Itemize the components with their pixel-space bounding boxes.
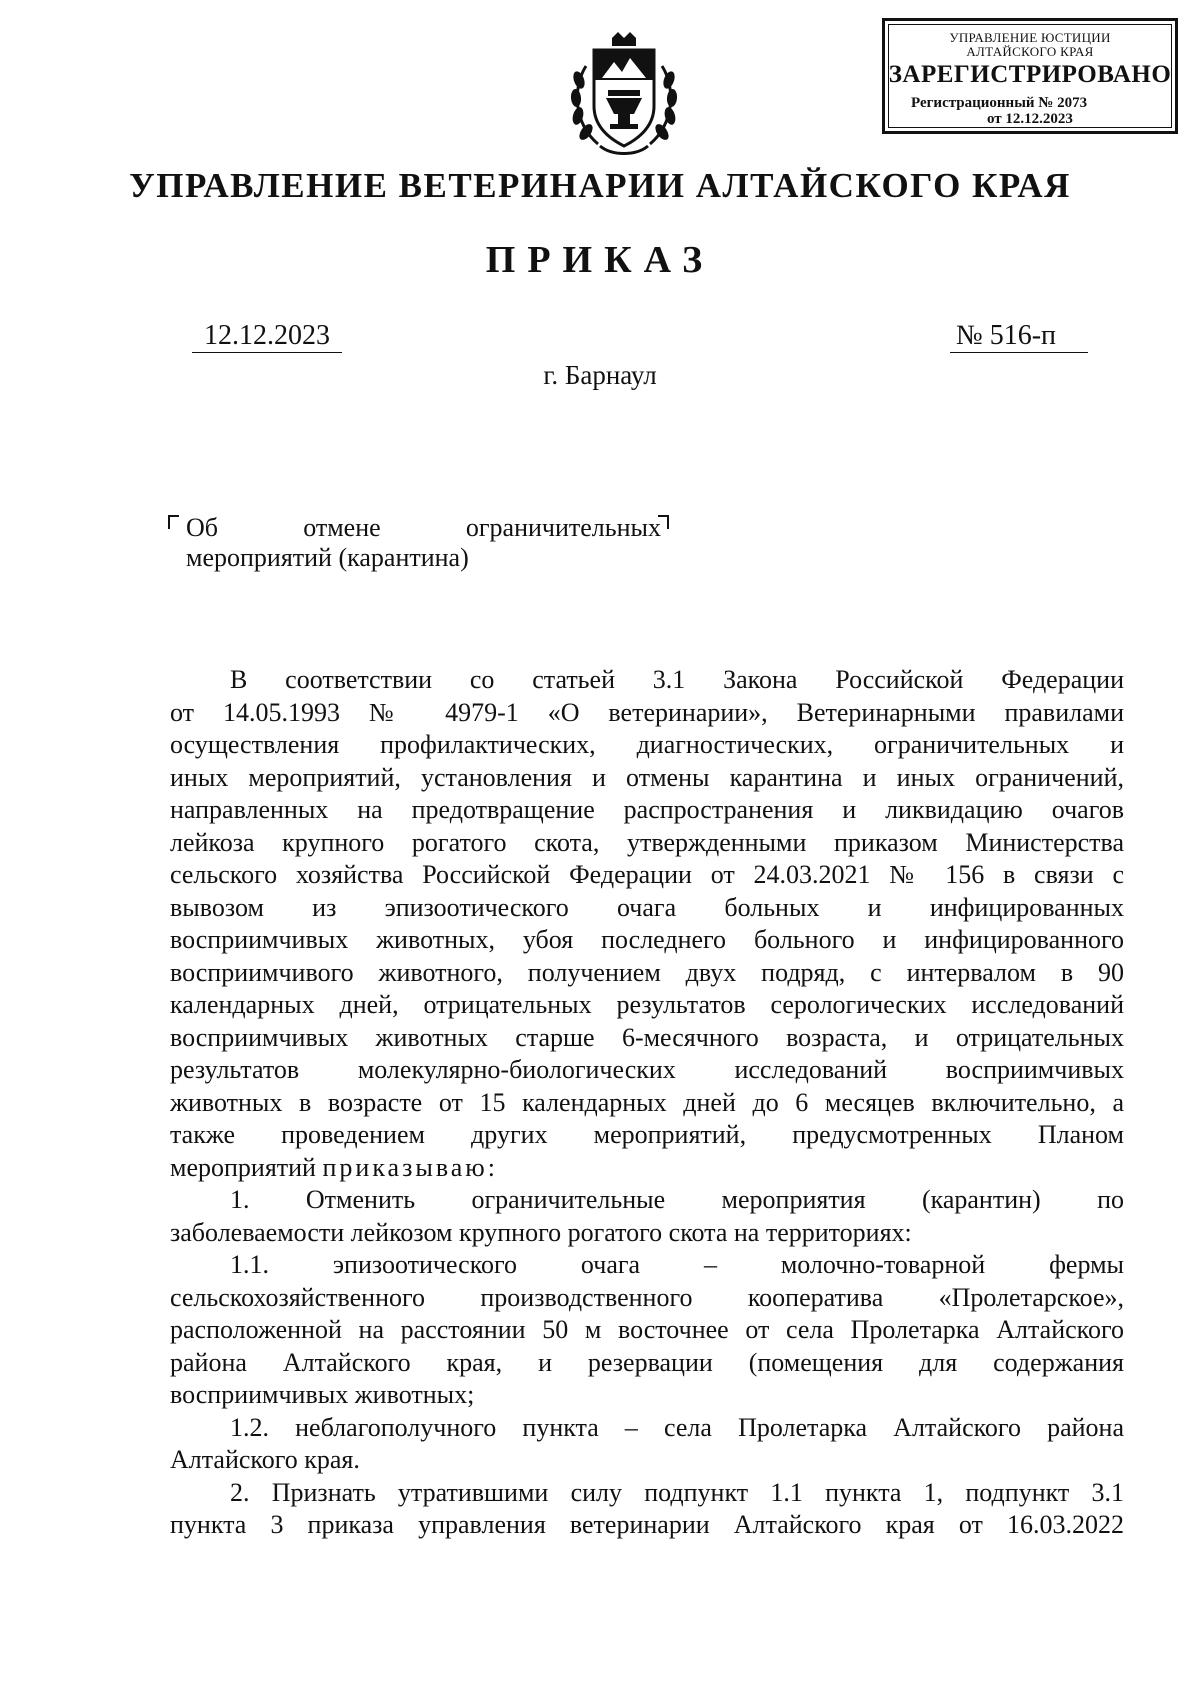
body-line [170,827,1124,860]
body-line [170,1119,1124,1152]
body-line-text: В соответствии со статьей 3.1 Закона Российской Федерации [230,665,1124,694]
body-line-text: восприимчивых животных старше 6-месячного возраста, и отрицательных [170,1022,1124,1052]
body-line-text: пункта 3 приказа управления ветеринарии Алтайского края от 16.03.2022 [170,1510,1124,1539]
document-subject [186,513,661,573]
body-line [170,1054,1124,1087]
body-line [170,1347,1124,1380]
body-line [170,762,1124,795]
document-date: 12.12.2023 [192,320,342,353]
body-line [170,697,1124,730]
body-line-text: также проведением других мероприятий, предусмотренных Планом [170,1120,1124,1149]
body-line [170,1184,1124,1217]
body-line [170,1217,1124,1250]
body-line-text: восприимчивых животных; [170,1380,475,1409]
body-line [170,1087,1124,1120]
body-line-text: восприимчивых животных, убоя последнего больного и инфицированного [170,925,1124,954]
body-line [170,1022,1124,1055]
subject-word: Об [186,513,219,542]
body-line [170,989,1124,1022]
stamp-organization-line1: УПРАВЛЕНИЕ ЮСТИЦИИ [949,30,1111,45]
body-line-text: осуществления профилактических, диагностических, ограничительных и [170,730,1124,759]
body-line-text: календарных дней, отрицательных результатов серологических исследований [170,990,1124,1019]
document-city: г. Барнаул [543,360,657,390]
body-line-text: иных мероприятий, установления и отмены карантина и иных ограничений, [170,762,1124,792]
body-line [170,892,1124,925]
body-line [170,924,1124,957]
body-line-spaced-text: приказываю: [322,1152,498,1182]
body-line [170,1249,1124,1282]
subject-word: отмене [303,513,381,542]
body-line [170,729,1124,762]
body-line-text: 1.1. эпизоотического очага – молочно-товарной фермы [230,1250,1124,1279]
body-line-text: направленных на предотвращение распространения и ликвидацию очагов [170,795,1124,824]
subject-bracket-left [168,515,179,529]
organization-title: УПРАВЛЕНИЕ ВЕТЕРИНАРИИ АЛТАЙСКОГО КРАЯ [129,166,1071,205]
body-line-text: 2. Признать утратившими силу подпункт 1.1 пункта 1, подпункт 3.1 [230,1477,1124,1507]
body-line-text: восприимчивого животного, получением двух подряд, с интервалом в 90 [170,957,1124,987]
body-line-text: от 14.05.1993 № 4979-1 «О ветеринарии», Ветеринарными правилами [170,697,1124,727]
body-line-text: результатов молекулярно-биологических исследований восприимчивых [170,1055,1124,1084]
registration-stamp [882,18,1178,134]
body-line [170,1282,1124,1315]
body-line-text: расположенной на расстоянии 50 м восточнее от села Пролетарка Алтайского [170,1315,1124,1344]
body-line-text: Алтайского края. [170,1445,360,1474]
body-line-text: сельского хозяйства Российской Федерации от 24.03.2021 № 156 в связи с [170,860,1124,889]
document-type: ПРИКАЗ [485,239,715,281]
body-line [170,957,1124,990]
body-line [170,1379,1124,1412]
body-line [170,859,1124,892]
document-body [170,664,1124,1542]
stamp-registration-date: от 12.12.2023 [987,111,1073,127]
body-line-text: мероприятий [170,1152,323,1182]
body-line-text: 1. Отменить ограничительные мероприятия (карантин) по [230,1185,1124,1214]
subject-line2: мероприятий (карантина) [186,543,469,572]
subject-line1 [186,513,661,543]
body-line-text: животных в возрасте от 15 календарных дней до 6 месяцев включительно, а [170,1087,1124,1117]
body-line-text: лейкоза крупного рогатого скота, утвержденными приказом Министерства [170,827,1124,857]
body-line [170,794,1124,827]
body-line [170,1412,1124,1445]
body-line-text: заболеваемости лейкозом крупного рогатого скота на территориях: [170,1217,912,1247]
stamp-registration-number: Регистрационный № 2073 [911,95,1088,111]
body-line-text: района Алтайского края, и резервации (помещения для содержания [170,1347,1124,1377]
subject-word: ограничительных [465,513,661,542]
stamp-title: ЗАРЕГИСТРИРОВАНО [888,61,1172,88]
body-line-text: 1.2. неблагополучного пункта – села Пролетарка Алтайского района [230,1412,1124,1442]
document-number: № 516-п [950,320,1088,353]
body-line-text: сельскохозяйственного производственного кооператива «Пролетарское», [170,1282,1124,1312]
coat-of-arms-icon [564,28,684,168]
body-line [170,664,1124,697]
body-line-text: вывозом из эпизоотического очага больных и инфицированных [170,892,1124,922]
body-line [170,1152,1124,1185]
body-line [170,1509,1124,1542]
body-line [170,1477,1124,1510]
stamp-organization-line2: АЛТАЙСКОГО КРАЯ [966,44,1094,59]
body-line [170,1314,1124,1347]
body-line [170,1444,1124,1477]
